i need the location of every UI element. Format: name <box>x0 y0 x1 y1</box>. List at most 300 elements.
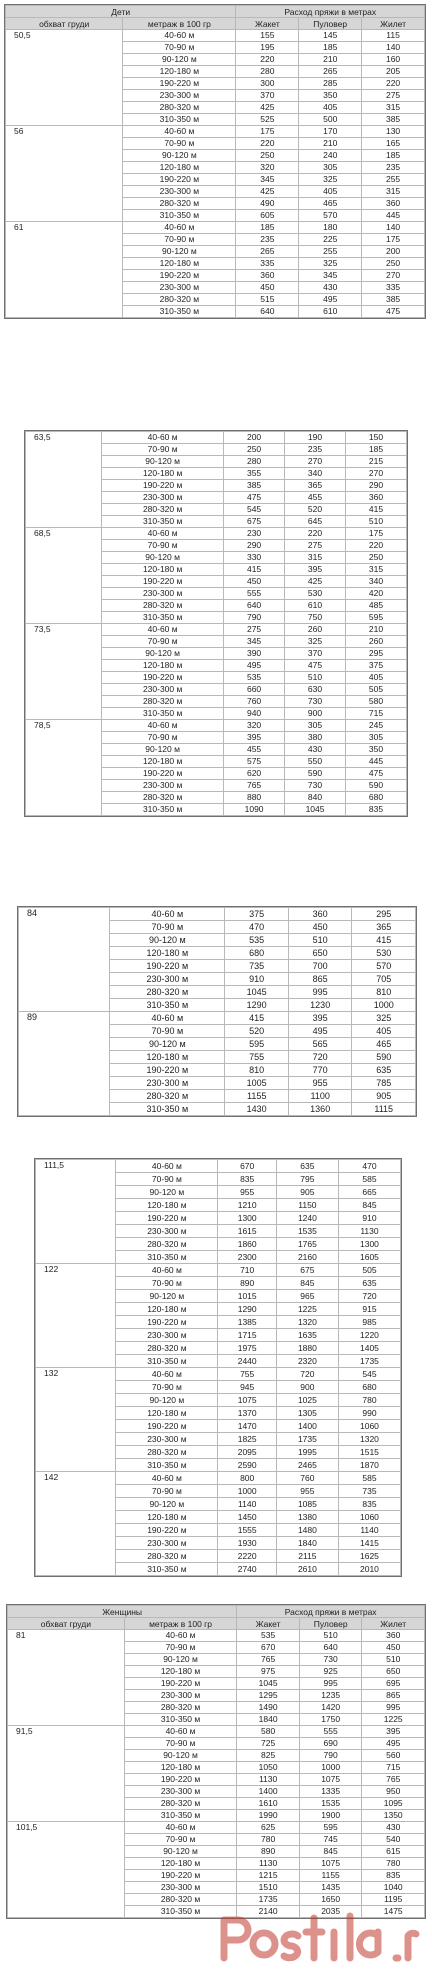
vest-cell: 2010 <box>338 1563 400 1576</box>
pullover-cell: 430 <box>299 282 362 294</box>
vest-cell: 255 <box>362 174 425 186</box>
pullover-cell: 170 <box>299 126 362 138</box>
vest-cell: 385 <box>362 114 425 126</box>
vest-cell: 780 <box>338 1394 400 1407</box>
jacket-cell: 265 <box>236 246 299 258</box>
yardage-cell: 120-180 м <box>123 258 236 270</box>
vest-cell: 720 <box>338 1290 400 1303</box>
jacket-cell: 670 <box>218 1160 276 1173</box>
pullover-cell: 795 <box>276 1173 338 1186</box>
vest-cell: 130 <box>362 126 425 138</box>
yardage-cell: 120-180 м <box>102 660 224 672</box>
vest-cell: 245 <box>346 720 407 732</box>
col-yardage-header: метраж в 100 гр <box>124 1618 237 1630</box>
vest-cell: 325 <box>352 1012 416 1025</box>
vest-cell: 360 <box>362 1630 425 1642</box>
yardage-cell: 310-350 м <box>116 1459 218 1472</box>
vest-cell: 995 <box>362 1702 425 1714</box>
pullover-cell: 315 <box>285 552 346 564</box>
yardage-cell: 310-350 м <box>123 210 236 222</box>
yardage-cell: 90-120 м <box>102 552 224 564</box>
vest-cell: 160 <box>362 54 425 66</box>
pullover-cell: 285 <box>299 78 362 90</box>
jacket-cell: 660 <box>224 684 285 696</box>
pullover-cell: 495 <box>288 1025 352 1038</box>
vest-cell: 415 <box>352 934 416 947</box>
pullover-cell: 1150 <box>276 1199 338 1212</box>
vest-cell: 1605 <box>338 1251 400 1264</box>
vest-cell: 985 <box>338 1316 400 1329</box>
pullover-cell: 1360 <box>288 1103 352 1116</box>
jacket-cell: 175 <box>236 126 299 138</box>
table-row <box>8 1630 425 1642</box>
pullover-cell: 1225 <box>276 1303 338 1316</box>
yardage-cell: 40-60 м <box>110 908 225 921</box>
pullover-cell: 630 <box>285 684 346 696</box>
vest-cell: 475 <box>362 306 425 318</box>
yardage-cell: 310-350 м <box>116 1563 218 1576</box>
jacket-cell: 575 <box>224 756 285 768</box>
col-pullover-header: Пуловер <box>299 1618 362 1630</box>
yardage-cell: 230-300 м <box>102 780 224 792</box>
pullover-cell: 745 <box>299 1834 362 1846</box>
jacket-cell: 825 <box>237 1750 300 1762</box>
pullover-cell: 1155 <box>299 1870 362 1882</box>
yardage-cell: 230-300 м <box>123 186 236 198</box>
jacket-cell: 535 <box>225 934 289 947</box>
yardage-cell: 40-60 м <box>116 1368 218 1381</box>
pullover-cell: 595 <box>299 1822 362 1834</box>
jacket-cell: 185 <box>236 222 299 234</box>
pullover-cell: 790 <box>299 1750 362 1762</box>
yardage-cell: 310-350 м <box>124 1810 237 1822</box>
vest-cell: 735 <box>338 1485 400 1498</box>
pullover-cell: 635 <box>276 1160 338 1173</box>
pullover-cell: 185 <box>299 42 362 54</box>
pullover-cell: 520 <box>285 504 346 516</box>
jacket-cell: 1615 <box>218 1225 276 1238</box>
pullover-cell: 675 <box>276 1264 338 1277</box>
jacket-cell: 1430 <box>225 1103 289 1116</box>
jacket-cell: 375 <box>225 908 289 921</box>
jacket-cell: 415 <box>225 1012 289 1025</box>
vest-cell: 910 <box>338 1212 400 1225</box>
vest-cell: 395 <box>362 1726 425 1738</box>
yardage-cell: 70-90 м <box>116 1485 218 1498</box>
pullover-cell: 955 <box>288 1077 352 1090</box>
pullover-cell: 590 <box>285 768 346 780</box>
pullover-cell: 255 <box>299 246 362 258</box>
jacket-cell: 1290 <box>225 999 289 1012</box>
pullover-cell: 925 <box>299 1666 362 1678</box>
table-row <box>19 908 416 921</box>
pullover-cell: 1750 <box>299 1714 362 1726</box>
chest-girth-cell: 68,5 <box>26 528 102 624</box>
vest-cell: 590 <box>346 780 407 792</box>
jacket-cell: 605 <box>236 210 299 222</box>
jacket-cell: 395 <box>224 732 285 744</box>
pullover-cell: 1420 <box>299 1702 362 1714</box>
vest-cell: 250 <box>362 258 425 270</box>
table-title: Расход пряжи в метрах <box>236 6 425 18</box>
pullover-cell: 555 <box>299 1726 362 1738</box>
table-row <box>6 30 425 42</box>
pullover-cell: 650 <box>288 947 352 960</box>
pullover-cell: 425 <box>285 576 346 588</box>
yardage-cell: 90-120 м <box>116 1394 218 1407</box>
pullover-cell: 395 <box>288 1012 352 1025</box>
vest-cell: 175 <box>346 528 407 540</box>
chest-girth-cell: 91,5 <box>8 1726 125 1822</box>
vest-cell: 270 <box>346 468 407 480</box>
jacket-cell: 1210 <box>218 1199 276 1212</box>
yardage-cell: 120-180 м <box>124 1858 237 1870</box>
pullover-cell: 565 <box>288 1038 352 1051</box>
yardage-cell: 70-90 м <box>116 1381 218 1394</box>
chest-girth-cell: 78,5 <box>26 720 102 816</box>
vest-cell: 950 <box>362 1786 425 1798</box>
vest-cell: 1060 <box>338 1511 400 1524</box>
yardage-cell: 70-90 м <box>123 138 236 150</box>
jacket-cell: 1450 <box>218 1511 276 1524</box>
jacket-cell: 1990 <box>237 1810 300 1822</box>
yardage-cell: 280-320 м <box>110 1090 225 1103</box>
pullover-cell: 1995 <box>276 1446 338 1459</box>
yardage-cell: 230-300 м <box>110 1077 225 1090</box>
yardage-cell: 40-60 м <box>123 30 236 42</box>
jacket-cell: 880 <box>224 792 285 804</box>
pullover-cell: 900 <box>276 1381 338 1394</box>
jacket-cell: 345 <box>236 174 299 186</box>
yardage-cell: 90-120 м <box>123 246 236 258</box>
vest-cell: 215 <box>346 456 407 468</box>
col-pullover-header: Пуловер <box>299 18 362 30</box>
yardage-cell: 90-120 м <box>123 150 236 162</box>
pullover-cell: 235 <box>285 444 346 456</box>
vest-cell: 210 <box>346 624 407 636</box>
vest-cell: 1060 <box>338 1420 400 1433</box>
jacket-cell: 1400 <box>237 1786 300 1798</box>
table-title: Расход пряжи в метрах <box>237 1606 425 1618</box>
jacket-cell: 1860 <box>218 1238 276 1251</box>
pullover-cell: 1230 <box>288 999 352 1012</box>
yardage-cell: 310-350 м <box>123 306 236 318</box>
jacket-cell: 800 <box>218 1472 276 1485</box>
yardage-cell: 70-90 м <box>123 234 236 246</box>
jacket-cell: 765 <box>224 780 285 792</box>
yardage-cell: 310-350 м <box>110 999 225 1012</box>
jacket-cell: 220 <box>236 138 299 150</box>
pullover-cell: 145 <box>299 30 362 42</box>
table-row <box>6 222 425 234</box>
category-label: Женщины <box>8 1606 237 1618</box>
jacket-cell: 2140 <box>237 1906 300 1918</box>
jacket-cell: 810 <box>225 1064 289 1077</box>
yardage-cell: 190-220 м <box>102 480 224 492</box>
vest-cell: 1040 <box>362 1882 425 1894</box>
yardage-cell: 230-300 м <box>124 1786 237 1798</box>
vest-cell: 430 <box>362 1822 425 1834</box>
jacket-cell: 735 <box>225 960 289 973</box>
jacket-cell: 470 <box>225 921 289 934</box>
vest-cell: 365 <box>352 921 416 934</box>
yardage-cell: 40-60 м <box>124 1822 237 1834</box>
pullover-cell: 430 <box>285 744 346 756</box>
chest-girth-cell: 63,5 <box>26 432 102 528</box>
yardage-cell: 310-350 м <box>110 1103 225 1116</box>
vest-cell: 835 <box>362 1870 425 1882</box>
vest-cell: 540 <box>362 1834 425 1846</box>
jacket-cell: 1155 <box>225 1090 289 1103</box>
pullover-cell: 995 <box>288 986 352 999</box>
pullover-cell: 405 <box>299 186 362 198</box>
pullover-cell: 1025 <box>276 1394 338 1407</box>
yardage-cell: 190-220 м <box>110 1064 225 1077</box>
pullover-cell: 360 <box>288 908 352 921</box>
pullover-cell: 610 <box>299 306 362 318</box>
yardage-cell: 90-120 м <box>116 1186 218 1199</box>
yardage-cell: 70-90 м <box>124 1738 237 1750</box>
pullover-cell: 730 <box>285 696 346 708</box>
vest-cell: 185 <box>362 150 425 162</box>
vest-cell: 335 <box>362 282 425 294</box>
pullover-cell: 1400 <box>276 1420 338 1433</box>
vest-cell: 360 <box>362 198 425 210</box>
jacket-cell: 780 <box>237 1834 300 1846</box>
pullover-cell: 220 <box>285 528 346 540</box>
vest-cell: 845 <box>338 1199 400 1212</box>
jacket-cell: 1045 <box>237 1678 300 1690</box>
vest-cell: 250 <box>346 552 407 564</box>
jacket-cell: 760 <box>224 696 285 708</box>
yardage-cell: 310-350 м <box>124 1714 237 1726</box>
yardage-cell: 120-180 м <box>116 1407 218 1420</box>
pullover-cell: 1045 <box>285 804 346 816</box>
yardage-cell: 280-320 м <box>102 792 224 804</box>
category-label: Дети <box>6 6 236 18</box>
jacket-cell: 940 <box>224 708 285 720</box>
vest-cell: 200 <box>362 246 425 258</box>
vest-cell: 1195 <box>362 1894 425 1906</box>
jacket-cell: 1130 <box>237 1774 300 1786</box>
jacket-cell: 1015 <box>218 1290 276 1303</box>
yarn-table-children-4 <box>35 1159 401 1576</box>
vest-cell: 780 <box>362 1858 425 1870</box>
jacket-cell: 355 <box>224 468 285 480</box>
pullover-cell: 305 <box>299 162 362 174</box>
vest-cell: 1735 <box>338 1355 400 1368</box>
jacket-cell: 450 <box>224 576 285 588</box>
yardage-cell: 230-300 м <box>116 1225 218 1238</box>
yardage-cell: 70-90 м <box>110 1025 225 1038</box>
chest-girth-cell: 122 <box>36 1264 116 1368</box>
vest-cell: 635 <box>338 1277 400 1290</box>
pullover-cell: 405 <box>299 102 362 114</box>
jacket-cell: 640 <box>224 600 285 612</box>
jacket-cell: 890 <box>218 1277 276 1290</box>
vest-cell: 835 <box>346 804 407 816</box>
yardage-cell: 40-60 м <box>124 1630 237 1642</box>
pullover-cell: 365 <box>285 480 346 492</box>
jacket-cell: 1045 <box>225 986 289 999</box>
jacket-cell: 415 <box>224 564 285 576</box>
vest-cell: 305 <box>346 732 407 744</box>
vest-cell: 1870 <box>338 1459 400 1472</box>
table-panel-children-3 <box>17 906 417 1117</box>
yardage-cell: 190-220 м <box>123 78 236 90</box>
yardage-cell: 190-220 м <box>102 672 224 684</box>
jacket-cell: 320 <box>224 720 285 732</box>
vest-cell: 150 <box>346 432 407 444</box>
yardage-cell: 90-120 м <box>116 1290 218 1303</box>
yardage-cell: 280-320 м <box>116 1550 218 1563</box>
vest-cell: 635 <box>352 1064 416 1077</box>
yardage-cell: 230-300 м <box>102 588 224 600</box>
pullover-cell: 730 <box>299 1654 362 1666</box>
vest-cell: 560 <box>362 1750 425 1762</box>
vest-cell: 385 <box>362 294 425 306</box>
vest-cell: 835 <box>338 1498 400 1511</box>
pullover-cell: 1635 <box>276 1329 338 1342</box>
yardage-cell: 230-300 м <box>123 282 236 294</box>
col-girth-header: обхват груди <box>8 1618 125 1630</box>
pullover-cell: 1235 <box>299 1690 362 1702</box>
jacket-cell: 545 <box>224 504 285 516</box>
jacket-cell: 1930 <box>218 1537 276 1550</box>
jacket-cell: 250 <box>236 150 299 162</box>
yardage-cell: 90-120 м <box>124 1654 237 1666</box>
yardage-cell: 90-120 м <box>116 1498 218 1511</box>
yardage-cell: 310-350 м <box>116 1251 218 1264</box>
yardage-cell: 280-320 м <box>102 600 224 612</box>
yardage-cell: 40-60 м <box>123 222 236 234</box>
jacket-cell: 2095 <box>218 1446 276 1459</box>
jacket-cell: 1215 <box>237 1870 300 1882</box>
jacket-cell: 2440 <box>218 1355 276 1368</box>
jacket-cell: 1385 <box>218 1316 276 1329</box>
table-row <box>36 1160 401 1173</box>
yardage-cell: 70-90 м <box>102 444 224 456</box>
pullover-cell: 840 <box>285 792 346 804</box>
col-girth-header: обхват груди <box>6 18 123 30</box>
vest-cell: 785 <box>352 1077 416 1090</box>
vest-cell: 505 <box>338 1264 400 1277</box>
pullover-cell: 1435 <box>299 1882 362 1894</box>
yardage-cell: 70-90 м <box>124 1834 237 1846</box>
jacket-cell: 675 <box>224 516 285 528</box>
pullover-cell: 905 <box>276 1186 338 1199</box>
yardage-cell: 230-300 м <box>123 90 236 102</box>
vest-cell: 290 <box>346 480 407 492</box>
jacket-cell: 955 <box>218 1186 276 1199</box>
pullover-cell: 610 <box>285 600 346 612</box>
pullover-cell: 510 <box>288 934 352 947</box>
yardage-cell: 120-180 м <box>116 1303 218 1316</box>
jacket-cell: 280 <box>224 456 285 468</box>
pullover-cell: 1075 <box>299 1858 362 1870</box>
jacket-cell: 475 <box>224 492 285 504</box>
yardage-cell: 120-180 м <box>124 1666 237 1678</box>
yardage-cell: 280-320 м <box>124 1894 237 1906</box>
pullover-cell: 1305 <box>276 1407 338 1420</box>
jacket-cell: 1715 <box>218 1329 276 1342</box>
table-row <box>36 1472 401 1485</box>
pullover-cell: 700 <box>288 960 352 973</box>
chest-girth-cell: 84 <box>19 908 110 1012</box>
pullover-cell: 750 <box>285 612 346 624</box>
pullover-cell: 645 <box>285 516 346 528</box>
vest-cell: 375 <box>346 660 407 672</box>
jacket-cell: 1610 <box>237 1798 300 1810</box>
pullover-cell: 395 <box>285 564 346 576</box>
yardage-cell: 280-320 м <box>116 1342 218 1355</box>
col-yardage-header: метраж в 100 гр <box>123 18 236 30</box>
pullover-cell: 760 <box>276 1472 338 1485</box>
pullover-cell: 1380 <box>276 1511 338 1524</box>
jacket-cell: 1090 <box>224 804 285 816</box>
pullover-cell: 1240 <box>276 1212 338 1225</box>
jacket-cell: 670 <box>237 1642 300 1654</box>
yardage-cell: 40-60 м <box>116 1160 218 1173</box>
jacket-cell: 330 <box>224 552 285 564</box>
jacket-cell: 1295 <box>237 1690 300 1702</box>
pullover-cell: 640 <box>299 1642 362 1654</box>
pullover-cell: 2610 <box>276 1563 338 1576</box>
jacket-cell: 230 <box>224 528 285 540</box>
vest-cell: 590 <box>352 1051 416 1064</box>
pullover-cell: 1075 <box>299 1774 362 1786</box>
pullover-cell: 180 <box>299 222 362 234</box>
vest-cell: 695 <box>362 1678 425 1690</box>
yardage-cell: 190-220 м <box>102 576 224 588</box>
vest-cell: 915 <box>338 1303 400 1316</box>
yardage-cell: 190-220 м <box>124 1870 237 1882</box>
pullover-cell: 1100 <box>288 1090 352 1103</box>
jacket-cell: 1490 <box>237 1702 300 1714</box>
pullover-cell: 965 <box>276 1290 338 1303</box>
vest-cell: 580 <box>346 696 407 708</box>
yardage-cell: 230-300 м <box>102 684 224 696</box>
jacket-cell: 2740 <box>218 1563 276 1576</box>
yardage-cell: 190-220 м <box>124 1678 237 1690</box>
vest-cell: 865 <box>362 1690 425 1702</box>
vest-cell: 185 <box>346 444 407 456</box>
vest-cell: 585 <box>338 1173 400 1186</box>
col-jacket-header: Жакет <box>237 1618 300 1630</box>
jacket-cell: 1140 <box>218 1498 276 1511</box>
pullover-cell: 1535 <box>276 1225 338 1238</box>
vest-cell: 1140 <box>338 1524 400 1537</box>
yardage-cell: 70-90 м <box>124 1642 237 1654</box>
jacket-cell: 385 <box>224 480 285 492</box>
yardage-cell: 40-60 м <box>124 1726 237 1738</box>
pullover-cell: 380 <box>285 732 346 744</box>
jacket-cell: 1075 <box>218 1394 276 1407</box>
pullover-cell: 845 <box>276 1277 338 1290</box>
jacket-cell: 275 <box>224 624 285 636</box>
pullover-cell: 450 <box>288 921 352 934</box>
jacket-cell: 455 <box>224 744 285 756</box>
yardage-cell: 70-90 м <box>116 1277 218 1290</box>
yardage-cell: 40-60 м <box>110 1012 225 1025</box>
pullover-cell: 1735 <box>276 1433 338 1446</box>
vest-cell: 1320 <box>338 1433 400 1446</box>
vest-cell: 715 <box>362 1762 425 1774</box>
vest-cell: 165 <box>362 138 425 150</box>
pullover-cell: 500 <box>299 114 362 126</box>
jacket-cell: 765 <box>237 1654 300 1666</box>
table-row <box>26 624 407 636</box>
